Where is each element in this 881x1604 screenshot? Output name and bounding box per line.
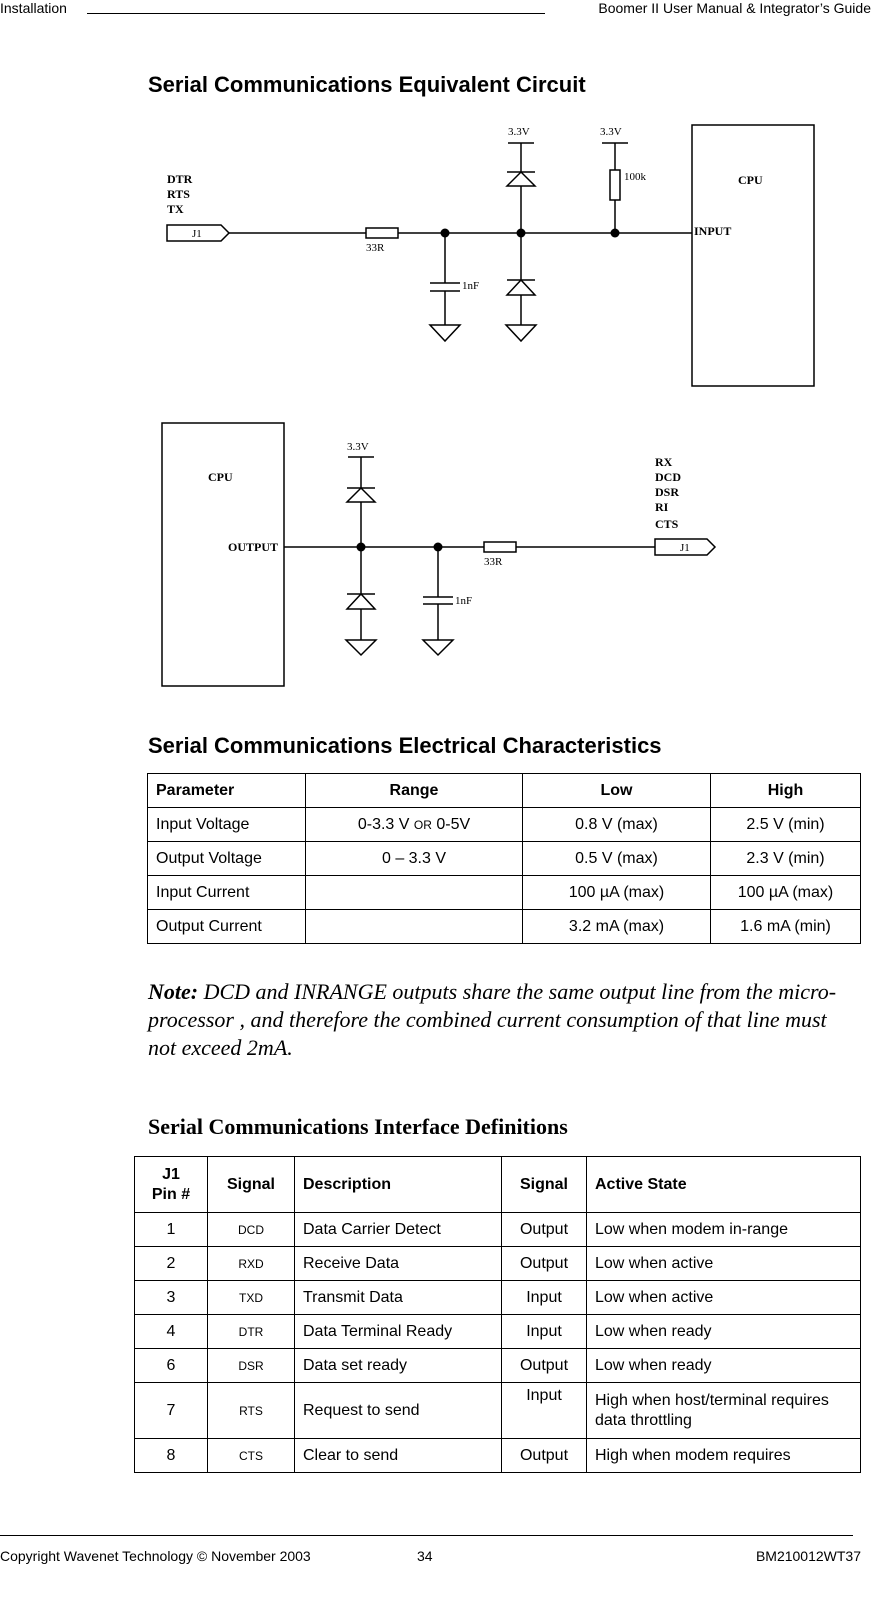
bottom-connector-label: J1 (680, 542, 690, 554)
top-supply-label-1: 3.3V (508, 126, 530, 138)
table-header-row (135, 1157, 861, 1213)
cell-active-state: Low when modem in-range (587, 1213, 861, 1247)
table-row (135, 1315, 861, 1349)
bottom-cpu-label: CPU (208, 470, 233, 484)
table-header-row (148, 774, 861, 808)
electrical-title: Serial Communications Electrical Characteristics (148, 733, 662, 758)
cell-description: Data Carrier Detect (295, 1213, 502, 1247)
cell-direction: Output (502, 1247, 587, 1281)
col-header-description: Description (295, 1157, 502, 1213)
col-header-pin (135, 1157, 208, 1213)
top-diode-1 (507, 172, 535, 186)
cell-active-state: High when host/terminal requires data throttling (587, 1383, 861, 1439)
note-label: Note: (148, 979, 199, 1004)
bottom-supply-label: 3.3V (347, 441, 369, 453)
cell-active-state: Low when ready (587, 1349, 861, 1383)
note-text: DCD and INRANGE outputs share the same output line from the micro-processor , and therefore the combined current consumption of that line must not exceed 2mA. (148, 979, 837, 1060)
cell-signal: TXD (208, 1281, 295, 1315)
note-paragraph (148, 978, 853, 1062)
footer-page-number: 34 (417, 1548, 433, 1564)
cell-direction: Output (502, 1349, 587, 1383)
table-row (148, 910, 861, 944)
cell-parameter: Input Voltage (148, 808, 306, 842)
bottom-ground-1 (346, 640, 376, 655)
cell-high: 2.3 V (min) (711, 842, 861, 876)
bottom-capacitor-label: 1nF (455, 595, 473, 607)
bottom-label-cts: CTS (655, 517, 679, 531)
cell-active-state: Low when ready (587, 1315, 861, 1349)
top-node-3 (611, 229, 620, 238)
cell-direction: Input (502, 1315, 587, 1349)
table-row (135, 1349, 861, 1383)
bottom-cpu-box (162, 423, 284, 686)
cell-pin: 1 (135, 1213, 208, 1247)
cell-pin: 2 (135, 1247, 208, 1281)
cell-direction: Output (502, 1439, 587, 1473)
col-header-high: High (711, 774, 861, 808)
col-header-range: Range (306, 774, 523, 808)
range-part-a: 0-3.3 V (357, 815, 414, 833)
table-row (135, 1213, 861, 1247)
cell-range (306, 910, 523, 944)
electrical-table (147, 773, 861, 944)
bottom-label-rx: RX (655, 455, 673, 469)
table-row (148, 876, 861, 910)
bottom-node-1 (357, 543, 366, 552)
top-cpu-label: CPU (738, 173, 763, 187)
top-label-tx: TX (167, 202, 184, 216)
footer-copyright: Copyright Wavenet Technology © November 2003 (0, 1548, 311, 1564)
bottom-label-dcd: DCD (655, 470, 681, 484)
col-header-parameter: Parameter (148, 774, 306, 808)
top-ground-2 (506, 325, 536, 341)
pin-header-line1: J1 (162, 1165, 180, 1183)
cell-high: 100 µA (max) (711, 876, 861, 910)
top-connector-label: J1 (192, 228, 202, 240)
top-label-dtr: DTR (167, 172, 193, 186)
table-row (148, 808, 861, 842)
table-row (135, 1281, 861, 1315)
page-header (0, 0, 881, 20)
bottom-pin-label: OUTPUT (228, 540, 279, 554)
bottom-label-ri: RI (655, 500, 669, 514)
cell-high: 1.6 mA (min) (711, 910, 861, 944)
bottom-diode-1 (347, 488, 375, 502)
top-resistor-label: 33R (366, 242, 385, 254)
cell-active-state: Low when active (587, 1247, 861, 1281)
cell-signal: CTS (208, 1439, 295, 1473)
top-cpu-box (692, 125, 814, 386)
cell-range (306, 808, 523, 842)
footer-rule (0, 1535, 853, 1536)
cell-active-state: High when modem requires (587, 1439, 861, 1473)
table-row (135, 1383, 861, 1439)
bottom-resistor (484, 542, 516, 552)
cell-description: Data Terminal Ready (295, 1315, 502, 1349)
cell-description: Data set ready (295, 1349, 502, 1383)
cell-signal: DSR (208, 1349, 295, 1383)
interface-title: Serial Communications Interface Definitions (148, 1114, 568, 1139)
top-pullup-label: 100k (624, 171, 646, 183)
col-header-low: Low (523, 774, 711, 808)
cell-signal: RXD (208, 1247, 295, 1281)
table-row (135, 1439, 861, 1473)
bottom-resistor-label: 33R (484, 556, 503, 568)
top-node-2 (517, 229, 526, 238)
bottom-node-2 (434, 543, 443, 552)
cell-pin: 4 (135, 1315, 208, 1349)
cell-pin: 7 (135, 1383, 208, 1439)
cell-low: 0.5 V (max) (523, 842, 711, 876)
pin-header-line2: Pin # (151, 1185, 191, 1203)
top-label-rts: RTS (167, 187, 190, 201)
cell-low: 100 µA (max) (523, 876, 711, 910)
cell-description: Clear to send (295, 1439, 502, 1473)
circuit-title: Serial Communications Equivalent Circuit (148, 72, 586, 97)
table-row (148, 842, 861, 876)
cell-pin: 3 (135, 1281, 208, 1315)
cell-description: Request to send (295, 1383, 502, 1439)
cell-active-state: Low when active (587, 1281, 861, 1315)
interface-table (134, 1156, 861, 1473)
cell-direction: Output (502, 1213, 587, 1247)
cell-parameter: Output Voltage (148, 842, 306, 876)
cell-direction: Input (502, 1383, 587, 1439)
range-part-b: 0-5V (431, 815, 471, 833)
top-node-1 (441, 229, 450, 238)
header-section: Installation (0, 0, 67, 16)
top-ground-1 (430, 325, 460, 341)
cell-signal: RTS (208, 1383, 295, 1439)
cell-range: 0 – 3.3 V (306, 842, 523, 876)
footer-doc-code: BM210012WT37 (755, 1548, 861, 1564)
cell-low: 3.2 mA (max) (523, 910, 711, 944)
top-supply-label-2: 3.3V (600, 126, 622, 138)
header-rule (87, 13, 545, 14)
col-header-signal: Signal (208, 1157, 295, 1213)
bottom-connector-j1 (655, 539, 715, 555)
cell-low: 0.8 V (max) (523, 808, 711, 842)
cell-signal: DCD (208, 1213, 295, 1247)
cell-pin: 6 (135, 1349, 208, 1383)
cell-range (306, 876, 523, 910)
header-doc-title: Boomer II User Manual & Integrator’s Guide (598, 0, 871, 16)
top-pin-label: INPUT (694, 224, 732, 238)
bottom-ground-2 (423, 640, 453, 655)
cell-high: 2.5 V (min) (711, 808, 861, 842)
cell-description: Receive Data (295, 1247, 502, 1281)
range-or: OR (413, 817, 432, 832)
cell-direction: Input (502, 1281, 587, 1315)
top-connector-j1 (167, 225, 229, 241)
cell-description: Transmit Data (295, 1281, 502, 1315)
bottom-label-dsr: DSR (655, 485, 680, 499)
top-pullup-resistor (610, 170, 620, 200)
col-header-direction: Signal (502, 1157, 587, 1213)
col-header-active-state: Active State (587, 1157, 861, 1213)
cell-parameter: Input Current (148, 876, 306, 910)
top-diode-2 (507, 280, 535, 295)
table-row (135, 1247, 861, 1281)
bottom-diode-2 (347, 594, 375, 609)
cell-parameter: Output Current (148, 910, 306, 944)
top-capacitor-label: 1nF (462, 280, 480, 292)
cell-pin: 8 (135, 1439, 208, 1473)
cell-signal: DTR (208, 1315, 295, 1349)
top-resistor (366, 228, 398, 238)
